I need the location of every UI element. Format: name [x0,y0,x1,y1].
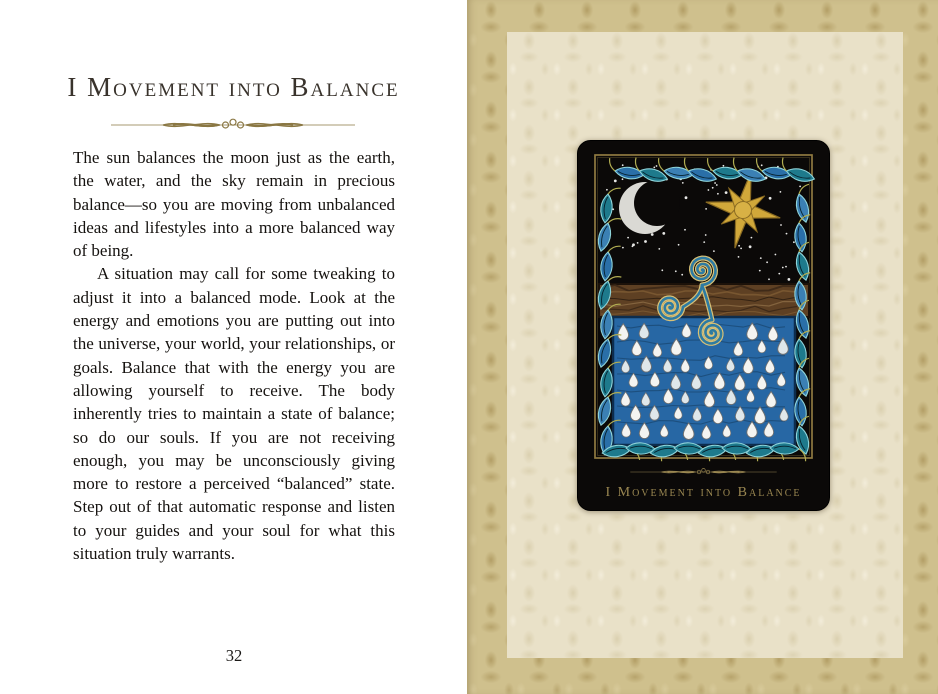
card-illustration [577,140,830,511]
chapter-title: I Movement into Balance [67,72,400,102]
page-number: 32 [225,646,243,665]
body-paragraph-2: A situation may call for some tweaking to adjust it into a balanced mode. Look at the energy and emotions you are putting out into the universe, your world, your relationships, or goals. Balance that with the energy you are allowing yourself to receive. The body inherently tries to maintain a state of balance; so do our souls. If you are not receiving enough, you may be unconsciously giving more to restore a perceived “balanced” state. Step out of that automatic response and listen to your guides and your soul for what this situation truly warrants. [73,264,395,564]
right-page [467,0,938,694]
oracle-card [577,140,830,511]
body-paragraph-1: The sun balances the moon just as the earth, the water, and the sky remain in precious balance—so you are moving from unbalanced ideas and lifestyles into a more balanced way of being. [73,148,395,261]
left-page [0,0,467,694]
inner-panel [507,32,903,658]
body-text [73,146,395,565]
ornament-divider-icon [110,116,356,134]
card-title: I Movement into Balance [605,485,802,500]
